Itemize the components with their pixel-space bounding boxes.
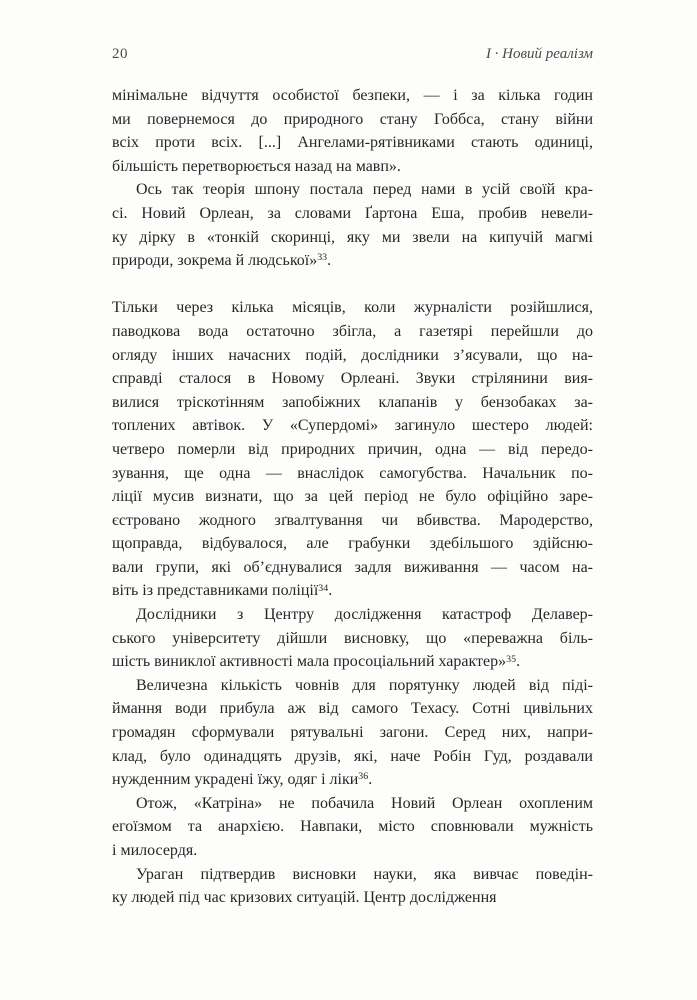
paragraph: [112, 863, 593, 910]
text-line: вали групи, які об’єднувалися задля виживання — часом на-: [112, 558, 593, 576]
footnote-reference: 33: [317, 252, 328, 264]
text-line: віть із представниками поліції$^{34}$.: [112, 582, 333, 600]
text-line: громадян сформували рятувальні загони. Серед них, напри-: [112, 724, 593, 742]
paragraph: [112, 792, 593, 863]
footnote-reference: 34: [318, 582, 329, 594]
text-line: ського університету дійшли висновку, що «переважна біль-: [112, 629, 593, 647]
footnote-reference: 36: [358, 771, 369, 783]
paragraph: [112, 603, 593, 674]
text-line: мінімальне відчуття особистої безпеки, — і за кілька годин: [112, 87, 593, 104]
text-line: Отож, «Катріна» не побачила Новий Орлеан охопленим: [136, 794, 593, 812]
text-line: огляду інших начасних подій, дослідники з’ясували, що на-: [112, 346, 593, 364]
footnote-reference: 35: [506, 653, 517, 665]
paragraph: [112, 84, 593, 178]
body-text: [112, 84, 593, 910]
text-line: ми повернемося до природного стану Гоббса, стану війни: [112, 110, 593, 128]
text-line: зування, ще одна — внаслідок самогубства. Начальник по-: [112, 464, 593, 482]
text-line: Ураган підтвердив висновки науки, яка вивчає поведін-: [136, 865, 593, 883]
text-line: сі. Новий Орлеан, за словами Ґартона Еша, пробив невели-: [112, 204, 593, 222]
page-number: 20: [112, 46, 128, 62]
text-line: четверо померли від природних причин, одна — від передо-: [112, 440, 593, 458]
running-head-chapter-title: І · Новий реалізм: [485, 46, 593, 62]
text-line: Величезна кількість човнів для порятунку людей від піді-: [136, 676, 593, 694]
text-line: щоправда, відбувалося, але грабунки здебільшого здійсню-: [112, 535, 593, 553]
text-line: і милосердя.: [112, 842, 198, 859]
running-header: [112, 45, 593, 63]
text-line: справді сталося в Новому Орлеані. Звуки стрілянини вия-: [112, 370, 593, 388]
text-line: більшість перетворюється назад на мавп».: [112, 157, 401, 175]
text-line: егоїзмом та анархією. Навпаки, місто сповнювали мужність: [112, 818, 593, 836]
text-line: всіх проти всіх. [...] Ангелами-рятівниками стають одиниці,: [112, 134, 593, 152]
text-line: Тільки через кілька місяців, коли журналісти розійшлися,: [112, 299, 593, 317]
paragraph: [112, 178, 593, 272]
text-line: клад, було одинадцять друзів, які, наче Робін Гуд, роздавали: [112, 747, 593, 765]
text-line: ку дірку в «тонкій скоринці, яку ми звели на кипучій магмі: [112, 228, 593, 246]
text-line: природи, зокрема й людської»$^{33}$.: [112, 252, 332, 270]
text-line: паводкова вода остаточно збігла, а газетярі перейшли до: [112, 322, 593, 340]
text-line: Ось так теорія шпону постала перед нами в усій своїй кра-: [136, 181, 593, 199]
text-line: вилися тріскотінням запобіжних клапанів у бензобаках за-: [112, 393, 593, 411]
text-line: шість виниклої активності мала просоціальний характер»$^{35}$.: [112, 653, 521, 671]
text-line: ліції мусив визнати, що за цей період не було офіційно заре-: [112, 488, 593, 506]
text-line: нужденним украдені їжу, одяг і ліки$^{36}$.: [112, 771, 373, 789]
text-line: ймання води прибула аж від самого Техасу. Сотні цивільних: [112, 700, 593, 718]
text-line: єстровано жодного зґвалтування чи вбивства. Мародерство,: [112, 511, 593, 529]
text-line: ку людей під час кризових ситуацій. Центр дослідження: [112, 889, 497, 907]
text-line: топлених автівок. У «Супердомі» загинуло шестеро людей:: [112, 417, 593, 435]
paragraph: [112, 296, 593, 603]
paragraph: [112, 674, 593, 792]
text-line: Дослідники з Центру дослідження катастроф Делавер-: [136, 606, 593, 624]
